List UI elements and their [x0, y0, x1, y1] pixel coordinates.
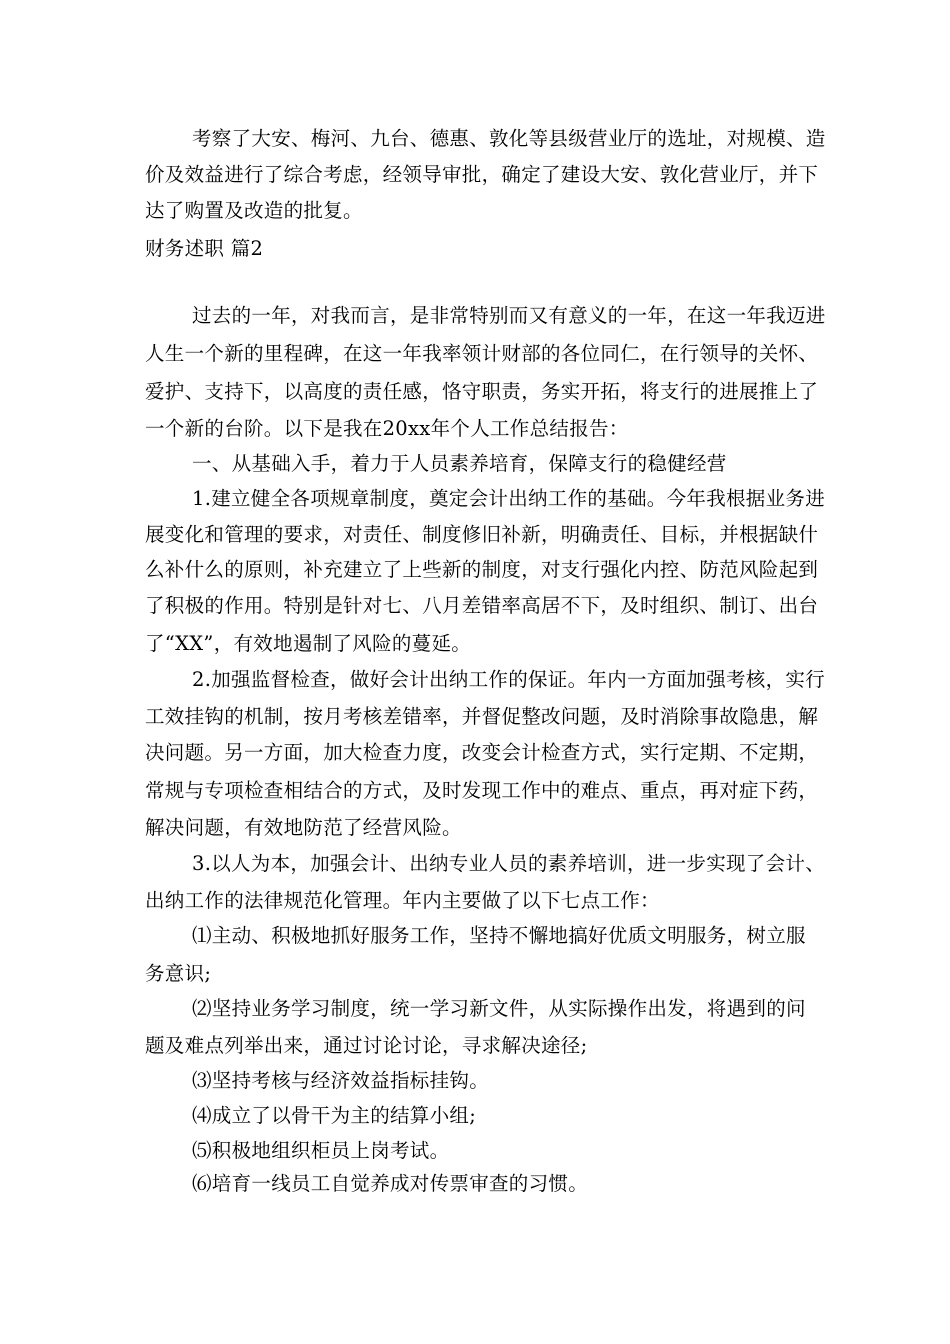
paragraph-line: 2.加强监督检查，做好会计出纳工作的保证。年内一方面加强考核，实行 — [192, 668, 826, 691]
paragraph-line: 出纳工作的法律规范化管理。年内主要做了以下七点工作： — [145, 889, 660, 912]
list-item: ⑵坚持业务学习制度，统一学习新文件，从实际操作出发，将遇到的问 — [192, 997, 806, 1020]
section-heading: 财务述职 篇2 — [145, 237, 264, 260]
paragraph-line: 3.以人为本，加强会计、出纳专业人员的素养培训，进一步实现了会计、 — [192, 852, 826, 875]
paragraph-line: 过去的一年，对我而言，是非常特别而又有意义的一年，在这一年我迈进 — [192, 304, 826, 327]
paragraph-line: 爱护、支持下，以高度的责任感，恪守职责，务实开拓，将支行的进展推上了 — [145, 380, 819, 403]
paragraph-line: 达了购置及改造的批复。 — [145, 199, 363, 222]
paragraph-line: 1.建立健全各项规章制度，奠定会计出纳工作的基础。今年我根据业务进 — [192, 487, 826, 510]
list-item: ⑸积极地组织柜员上岗考试。 — [192, 1139, 450, 1162]
paragraph-line: 价及效益进行了综合考虑，经领导审批，确定了建设大安、敦化营业厅，并下 — [145, 163, 819, 186]
paragraph-line: 了“XX”，有效地遏制了风险的蔓延。 — [145, 632, 472, 655]
paragraph-line: 解决问题，有效地防范了经营风险。 — [145, 816, 462, 839]
paragraph-line: 常规与专项检查相结合的方式，及时发现工作中的难点、重点，再对症下药， — [145, 779, 819, 802]
list-item: ⑶坚持考核与经济效益指标挂钩。 — [192, 1069, 490, 1092]
paragraph-line: 了积极的作用。特别是针对七、八月差错率高居不下，及时组织、制订、出台 — [145, 594, 819, 617]
list-item: 务意识; — [145, 962, 212, 985]
paragraph-line: 决问题。另一方面，加大检查力度，改变会计检查方式，实行定期、不定期， — [145, 741, 819, 764]
list-item: ⑹培育一线员工自觉养成对传票审查的习惯。 — [192, 1172, 589, 1195]
paragraph-line: 工效挂钩的机制，按月考核差错率，并督促整改问题，及时消除事故隐患，解 — [145, 705, 819, 728]
paragraph-line: 展变化和管理的要求，对责任、制度修旧补新，明确责任、目标，并根据缺什 — [145, 523, 819, 546]
list-item: ⑷成立了以骨干为主的结算小组; — [192, 1104, 477, 1127]
subheading: 一、从基础入手，着力于人员素养培育，保障支行的稳健经营 — [192, 452, 727, 475]
paragraph-line: 么补什么的原则，补充建立了上些新的制度，对支行强化内控、防范风险起到 — [145, 558, 819, 581]
paragraph-line: 人生一个新的里程碑，在这一年我率领计财部的各位同仁，在行领导的关怀、 — [145, 342, 819, 365]
paragraph-line: 考察了大安、梅河、九台、德惠、敦化等县级营业厅的选址，对规模、造 — [192, 127, 826, 150]
list-item: 题及难点列举出来，通过讨论讨论，寻求解决途径; — [145, 1034, 588, 1057]
paragraph-line: 一个新的台阶。以下是我在20xx年个人工作总结报告： — [145, 417, 629, 440]
list-item: ⑴主动、积极地抓好服务工作，坚持不懈地搞好优质文明服务，树立服 — [192, 924, 806, 947]
